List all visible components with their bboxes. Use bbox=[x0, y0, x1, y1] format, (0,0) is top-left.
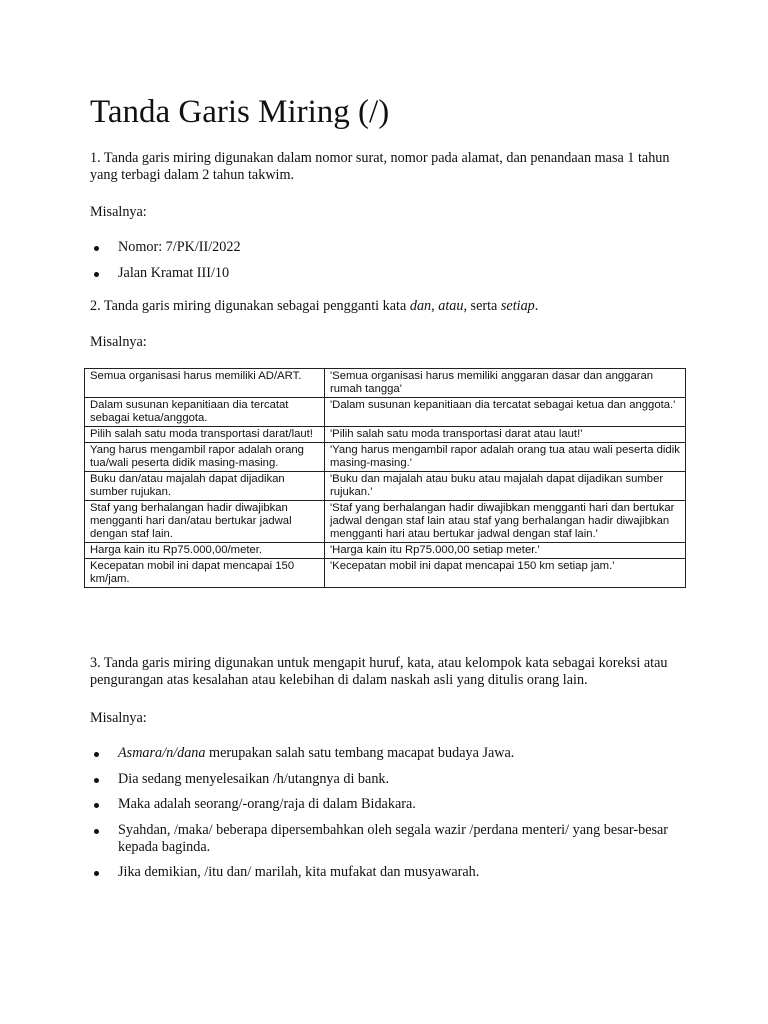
section2-text: 2. Tanda garis miring digunakan sebagai pengganti kata dan, atau, serta setiap. bbox=[90, 298, 539, 314]
table-cell-usage: Dalam susunan kepanitiaan dia tercatat sebagai ketua/anggota. bbox=[85, 398, 325, 427]
section1-text: 1. Tanda garis miring digunakan dalam nomor surat, nomor pada alamat, dan penandaan masa 1 tahun yang terbagi dalam 2 tahun takwim. bbox=[90, 150, 670, 183]
table-cell-usage: Pilih salah satu moda transportasi darat/laut! bbox=[85, 427, 325, 443]
table-row bbox=[85, 443, 686, 472]
list-item: Jika demikian, /itu dan/ marilah, kita mufakat dan musyawarah. bbox=[90, 864, 680, 881]
section2-example-label: Misalnya: bbox=[90, 334, 147, 350]
section3-text: 3. Tanda garis miring digunakan untuk mengapit huruf, kata, atau kelompok kata sebagai koreksi atau pengurangan atas kesalahan atau kelebihan di dalam naskah asli yang ditulis orang lain. bbox=[90, 655, 668, 688]
section3-bullet-list bbox=[90, 745, 680, 890]
bullet-icon bbox=[94, 272, 99, 277]
table-cell-meaning: 'Harga kain itu Rp75.000,00 setiap meter.' bbox=[325, 543, 686, 559]
bullet-icon bbox=[94, 871, 99, 876]
list-item: Asmara/n/dana merupakan salah satu tembang macapat budaya Jawa. bbox=[90, 745, 680, 762]
bullet-icon bbox=[94, 829, 99, 834]
table-row bbox=[85, 543, 686, 559]
table-cell-usage: Harga kain itu Rp75.000,00/meter. bbox=[85, 543, 325, 559]
list-item: Nomor: 7/PK/II/2022 bbox=[90, 239, 680, 256]
table-cell-meaning: 'Yang harus mengambil rapor adalah orang tua atau wali peserta didik masing-masing.' bbox=[325, 443, 686, 472]
bullet-icon bbox=[94, 752, 99, 757]
bullet-icon bbox=[94, 778, 99, 783]
table-cell-meaning: 'Dalam susunan kepanitiaan dia tercatat sebagai ketua dan anggota.' bbox=[325, 398, 686, 427]
table-cell-meaning: 'Buku dan majalah atau buku atau majalah dapat dijadikan sumber rujukan.' bbox=[325, 472, 686, 501]
table-cell-meaning: 'Kecepatan mobil ini dapat mencapai 150 km setiap jam.' bbox=[325, 559, 686, 588]
table-row bbox=[85, 398, 686, 427]
table-cell-usage: Staf yang berhalangan hadir diwajibkan mengganti hari dan/atau bertukar jadwal dengan staf lain. bbox=[85, 501, 325, 543]
table-row bbox=[85, 472, 686, 501]
table-row bbox=[85, 427, 686, 443]
page-title: Tanda Garis Miring (/) bbox=[90, 94, 390, 130]
list-item: Dia sedang menyelesaikan /h/utangnya di bank. bbox=[90, 771, 680, 788]
table-row bbox=[85, 501, 686, 543]
table-cell-usage: Kecepatan mobil ini dapat mencapai 150 km/jam. bbox=[85, 559, 325, 588]
table-cell-meaning: 'Semua organisasi harus memiliki anggaran dasar dan anggaran rumah tangga' bbox=[325, 369, 686, 398]
bullet-icon bbox=[94, 246, 99, 251]
list-item: Jalan Kramat III/10 bbox=[90, 265, 680, 282]
examples-table bbox=[84, 368, 686, 588]
section3-example-label: Misalnya: bbox=[90, 710, 147, 726]
section1-example-label: Misalnya: bbox=[90, 204, 147, 220]
table-cell-meaning: 'Staf yang berhalangan hadir diwajibkan mengganti hari dan bertukar jadwal dengan staf lain atau staf yang berhalangan hadir diwajibkan mengganti hari atau bertukar jadwal dengan staf lain.' bbox=[325, 501, 686, 543]
list-item: Maka adalah seorang/-orang/raja di dalam Bidakara. bbox=[90, 796, 680, 813]
section1-bullet-list bbox=[90, 239, 680, 290]
table-cell-meaning: 'Pilih salah satu moda transportasi darat atau laut!' bbox=[325, 427, 686, 443]
table-cell-usage: Yang harus mengambil rapor adalah orang tua/wali peserta didik masing-masing. bbox=[85, 443, 325, 472]
table-cell-usage: Buku dan/atau majalah dapat dijadikan sumber rujukan. bbox=[85, 472, 325, 501]
table-cell-usage: Semua organisasi harus memiliki AD/ART. bbox=[85, 369, 325, 398]
bullet-icon bbox=[94, 803, 99, 808]
table-row bbox=[85, 559, 686, 588]
list-item: Syahdan, /maka/ beberapa dipersembahkan oleh segala wazir /perdana menteri/ yang besar-besar kepada baginda. bbox=[90, 822, 680, 856]
table-row bbox=[85, 369, 686, 398]
